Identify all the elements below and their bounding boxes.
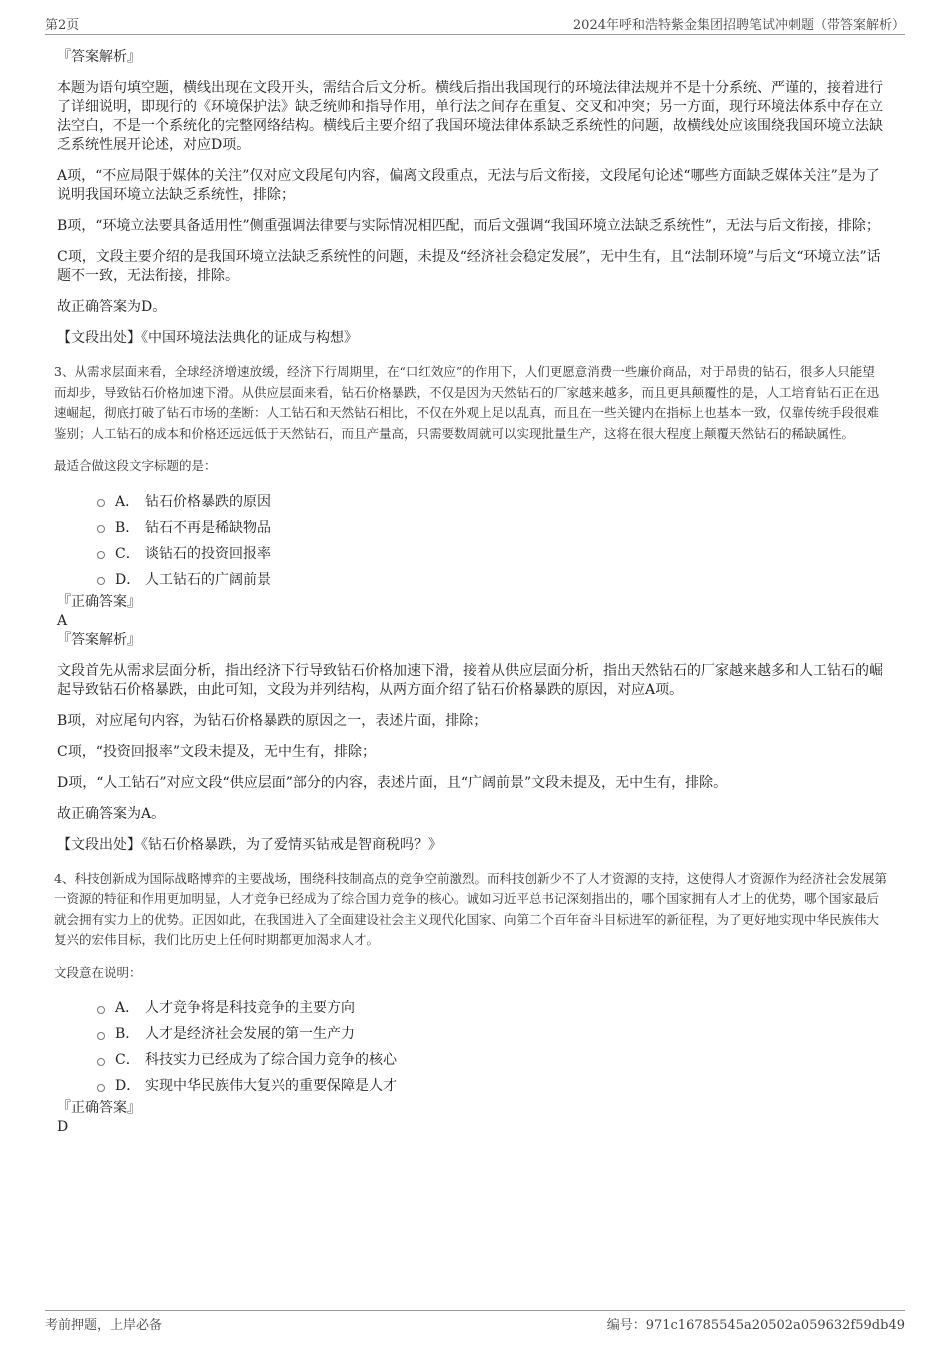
option-c[interactable]: C． 科技实力已经成为了综合国力竞争的核心	[97, 1047, 887, 1073]
options-list	[57, 995, 887, 1099]
radio-icon[interactable]	[97, 551, 105, 559]
page-number: 第2页	[45, 18, 80, 33]
analysis-paragraph: B项，对应尾句内容，为钻石价格暴跌的原因之一，表述片面，排除；	[57, 712, 488, 729]
option-a[interactable]: A． 人才竞争将是科技竞争的主要方向	[97, 995, 887, 1021]
radio-icon[interactable]	[97, 499, 105, 507]
question-stem: 3、从需求层面来看，全球经济增速放缓，经济下行周期里，在“口红效应”的作用下，人们更愿意消费一些廉价商品，对于昂贵的钻石，很多人只能望而却步，导致钻石价格加速下滑。从供应层面来看，钻石价格暴跌，不仅是因为天然钻石的厂家越来越多，而且更具颠覆性的是，人工培育钻石正在迅速崛起，彻底打破了钻石市场的垄断：人工钻石和天然钻石相比，不仅在外观上足以乱真，而且在一些关键内在指标上也基本一致，仅靠传统手段很难鉴别；人工钻石的成本和价格还远远低于天然钻石，而且产量高，只需要数周就可以实现批量生产，这将在很大程度上颠覆天然钻石的稀缺属性。	[54, 364, 880, 441]
option-c[interactable]: C． 谈钻石的投资回报率	[97, 541, 887, 567]
option-d[interactable]: D． 人工钻石的广阔前景	[97, 567, 887, 593]
radio-icon[interactable]	[97, 1058, 105, 1066]
options-list	[57, 489, 887, 593]
analysis-conclusion: 故正确答案为A。	[57, 805, 166, 822]
page-footer	[45, 1310, 905, 1336]
source-citation: 【文段出处】《中国环境法法典化的证成与构想》	[57, 330, 358, 346]
analysis-paragraph: 文段首先从需求层面分析，指出经济下行导致钻石价格加速下滑，接着从供应层面分析，指出天然钻石的厂家越来越多和人工钻石的崛起导致钻石价格暴跌，由此可知，文段为并列结构，从两方面介绍了钻石价格暴跌的原因，对应A项。	[57, 662, 883, 698]
analysis-paragraph: A项，“不应局限于媒体的关注”仅对应文段尾句内容，偏离文段重点，无法与后文衔接，文段尾句论述“哪些方面缺乏媒体关注”是为了说明我国环境立法缺乏系统性，排除；	[57, 168, 880, 203]
radio-icon[interactable]	[97, 1006, 105, 1014]
radio-icon[interactable]	[97, 525, 105, 533]
footer-slogan: 考前押题，上岸必备	[45, 1318, 163, 1333]
option-b[interactable]: B． 人才是经济社会发展的第一生产力	[97, 1021, 887, 1047]
answer-value: D	[57, 1119, 69, 1135]
analysis-paragraph: B项，“环境立法要具备适用性”侧重强调法律要与实际情况相匹配，而后文强调“我国环境立法缺乏系统性”，无法与后文衔接，排除；	[57, 218, 880, 234]
radio-icon[interactable]	[97, 1084, 105, 1092]
question-stem: 4、科技创新成为国际战略博弈的主要战场，围绕科技制高点的竞争空前激烈。而科技创新少不了人才资源的支持，这使得人才资源作为经济社会发展第一资源的特征和作用更加明显，人才竞争已经成为了综合国力竞争的核心。诚如习近平总书记深刻指出的，哪个国家拥有人才上的优势，哪个国家最后就会拥有实力上的优势。正因如此，在我国进入了全面建设社会主义现代化国家、向第二个百年奋斗目标进军的新征程，为了更好地实现中华民族伟大复兴的宏伟目标，我们比历史上任何时期都更加渴求人才。	[54, 870, 887, 947]
analysis-paragraph: C项，文段主要介绍的是我国环境立法缺乏系统性的问题，未提及“经济社会稳定发展”，无中生有，且“法制环境”与后文“环境立法”话题不一致，无法衔接，排除。	[57, 249, 881, 284]
analysis-paragraph: 本题为语句填空题，横线出现在文段开头，需结合后文分析。横线后指出我国现行的环境法律法规并不是十分系统、严谨的，接着进行了详细说明，即现行的《环境保护法》缺乏统帅和指导作用，单行法之间存在重复、交叉和冲突；另一方面，现行环境法体系中存在立法空白，不是一个系统化的完整网络结构。横线后主要介绍了我国环境法律体系缺乏系统性的问题，故横线处应该围绕我国环境立法缺乏系统性展开论述，对应D项。	[57, 80, 883, 153]
analysis-label: 『答案解析』	[57, 631, 141, 648]
question-prompt: 文段意在说明：	[54, 964, 142, 980]
radio-icon[interactable]	[97, 1032, 105, 1040]
analysis-conclusion: 故正确答案为D。	[57, 299, 167, 315]
question-prompt: 最适合做这段文字标题的是：	[54, 458, 217, 473]
radio-icon[interactable]	[97, 577, 105, 585]
analysis-paragraph: C项，“投资回报率”文段未提及，无中生有，排除；	[57, 743, 377, 760]
option-d[interactable]: D． 实现中华民族伟大复兴的重要保障是人才	[97, 1073, 887, 1099]
analysis-label: 『答案解析』	[57, 49, 141, 65]
option-b[interactable]: B． 钻石不再是稀缺物品	[97, 515, 887, 541]
source-citation: 【文段出处】《钻石价格暴跌，为了爱情买钻戒是智商税吗？》	[57, 836, 442, 853]
page-header	[45, 12, 905, 35]
answer-label: 『正确答案』	[57, 593, 141, 610]
answer-value: A	[57, 612, 68, 629]
page-content	[54, 44, 887, 1137]
option-a[interactable]: A． 钻石价格暴跌的原因	[97, 489, 887, 515]
analysis-paragraph: D项，“人工钻石”对应文段“供应层面”部分的内容，表述片面，且“广阔前景”文段未提及，无中生有，排除。	[57, 774, 728, 791]
document-code: 编号：971c16785545a20502a059632f59db49	[606, 1318, 905, 1333]
document-title: 2024年呼和浩特紫金集团招聘笔试冲刺题（带答案解析）	[572, 18, 905, 33]
answer-label: 『正确答案』	[57, 1100, 141, 1116]
